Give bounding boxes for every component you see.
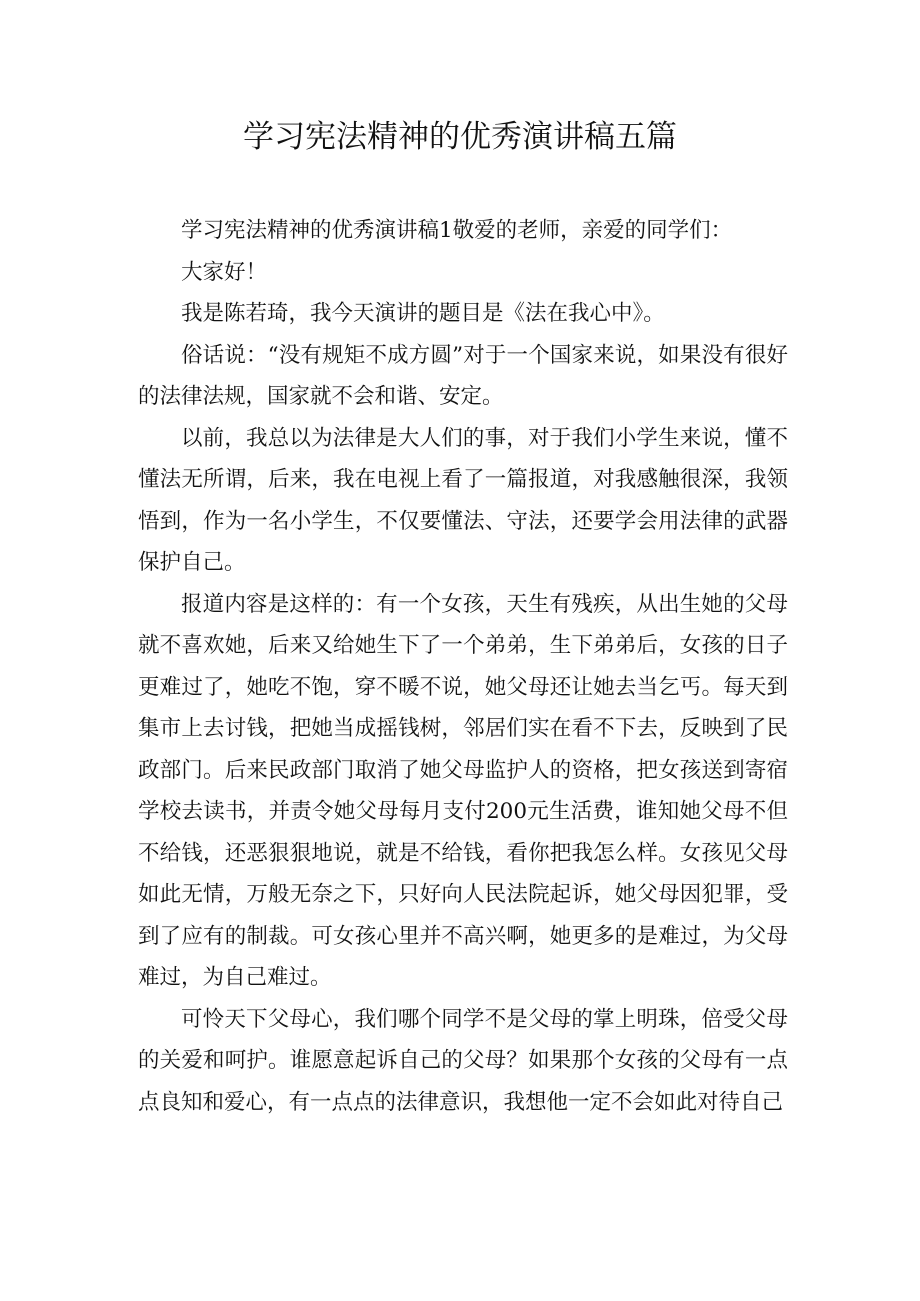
document-title: 学习宪法精神的优秀演讲稿五篇 <box>243 119 677 155</box>
paragraph: 可怜天下父母心，我们哪个同学不是父母的掌上明珠，倍受父母的关爱和呵护。谁愿意起诉自己的父母？如果那个女孩的父母有一点点良知和爱心，有一点点的法律意识，我想他一定不会如此对待自己 <box>138 1006 788 1115</box>
paragraph: 我是陈若琦，我今天演讲的题目是《法在我心中》。 <box>181 301 665 326</box>
paragraph: 俗话说：“没有规矩不成方圆”对于一个国家来说，如果没有很好的法律法规，国家就不会和谐、安定。 <box>138 342 788 409</box>
paragraph: 学习宪法精神的优秀演讲稿1敬爱的老师，亲爱的同学们： <box>181 218 733 243</box>
paragraph: 报道内容是这样的：有一个女孩，天生有残疾，从出生她的父母就不喜欢她，后来又给她生下了一个弟弟，生下弟弟后，女孩的日子更难过了，她吃不饱，穿不暖不说，她父母还让她去当乞丐。每天到集市上去讨钱，把她当成摇钱树，邻居们实在看不下去，反映到了民政部门。后来民政部门取消了她父母监护人的资格，把女孩送到寄宿学校去读书，并责令她父母每月支付200元生活费，谁知她父母不但不给钱，还恶狠狠地说，就是不给钱，看你把我怎么样。女孩见父母如此无情，万般无奈之下，只好向人民法院起诉，她父母因犯罪，受到了应有的制裁。可女孩心里并不高兴啊，她更多的是难过，为父母难过，为自己难过。 <box>138 591 788 990</box>
paragraph: 以前，我总以为法律是大人们的事，对于我们小学生来说，懂不懂法无所谓，后来，我在电视上看了一篇报道，对我感触很深，我领悟到，作为一名小学生，不仅要懂法、守法，还要学会用法律的武器保护自己。 <box>138 425 788 575</box>
document-body <box>138 210 788 1123</box>
paragraph: 大家好！ <box>181 259 268 285</box>
